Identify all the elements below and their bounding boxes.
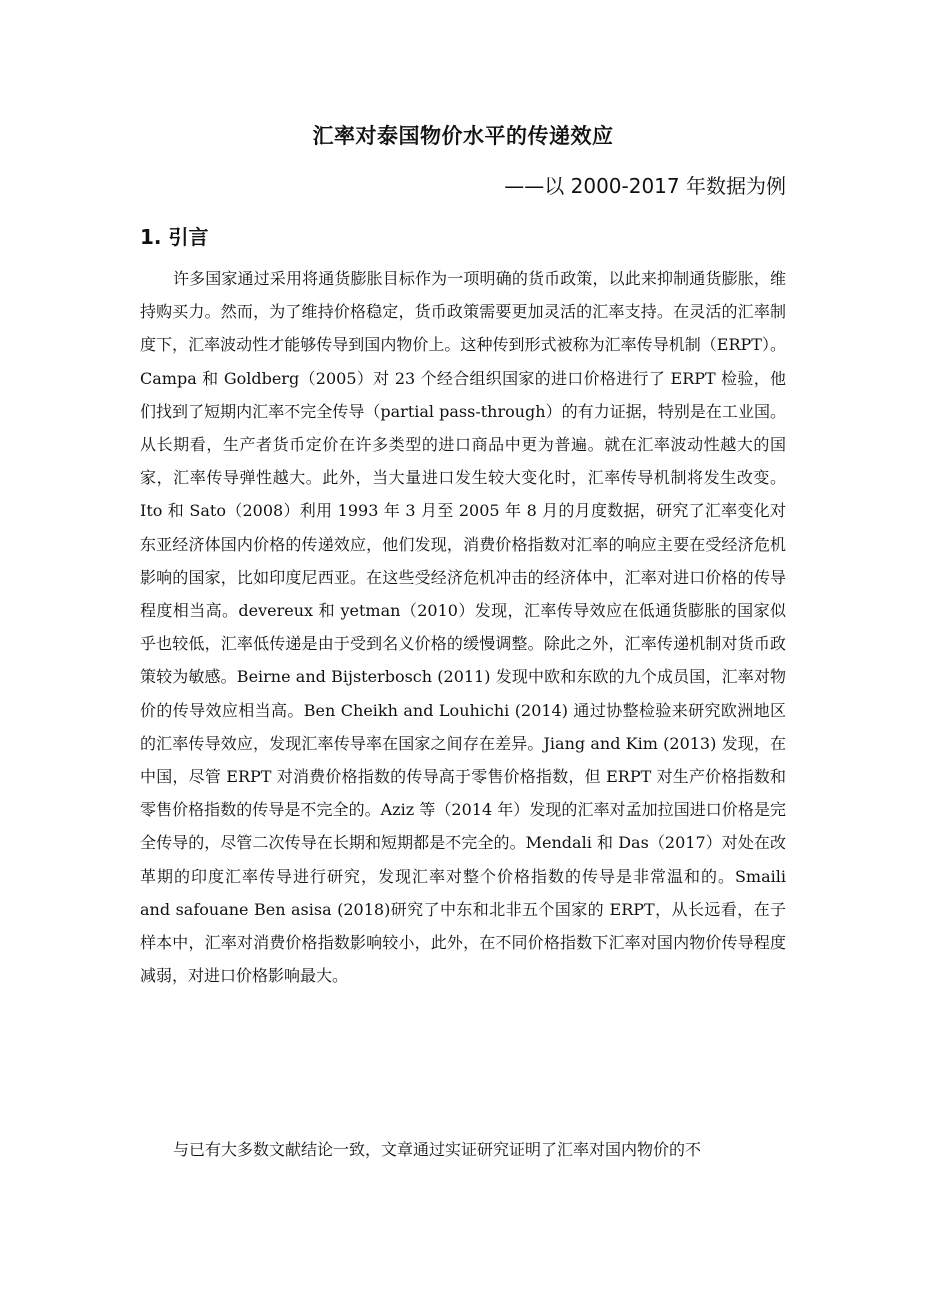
document-title: 汇率对泰国物价水平的传递效应	[312, 124, 614, 148]
introduction-paragraph-1: 许多国家通过采用将通货膨胀目标作为一项明确的货币政策，以此来抑制通货膨胀，维持购买力。然而，为了维持价格稳定，货币政策需要更加灵活的汇率支持。在灵活的汇率制度下，汇率波动性才能够传导到国内物价上。这种传到形式被称为汇率传导机制（ERPT）。Campa 和 Goldberg（2005）对 23 个经合组织国家的进口价格进行了 ERPT 检验，他们找到了短期内汇率不完全传导（partial pass-through）的有力证据，特别是在工业国。从长期看，生产者货币定价在许多类型的进口商品中更为普遍。就在汇率波动性越大的国家，汇率传导弹性越大。此外，当大量进口发生较大变化时，汇率传导机制将发生改变。Ito 和 Sato（2008）利用 1993 年 3 月至 2005 年 8 月的月度数据，研究了汇率变化对东亚经济体国内价格的传递效应，他们发现，消费价格指数对汇率的响应主要在受经济危机影响的国家，比如印度尼西亚。在这些受经济危机冲击的经济体中，汇率对进口价格的传导程度相当高。devereux 和 yetman（2010）发现，汇率传导效应在低通货膨胀的国家似乎也较低，汇率低传递是由于受到名义价格的缓慢调整。除此之外，汇率传递机制对货币政策较为敏感。Beirne and Bijsterbosch (2011) 发现中欧和东欧的九个成员国，汇率对物价的传导效应相当高。Ben Cheikh and Louhichi (2014) 通过协整检验来研究欧洲地区的汇率传导效应，发现汇率传导率在国家之间存在差异。Jiang and Kim (2013) 发现，在中国，尽管 ERPT 对消费价格指数的传导高于零售价格指数，但 ERPT 对生产价格指数和零售价格指数的传导是不完全的。Aziz 等（2014 年）发现的汇率对孟加拉国进口价格是完全传导的，尽管二次传导在长期和短期都是不完全的。Mendali 和 Das（2017）对处在改革期的印度汇率传导进行研究，发现汇率对整个价格指数的传导是非常温和的。Smaili and safouane Ben asisa (2018)研究了中东和北非五个国家的 ERPT，从长远看，在子样本中，汇率对消费价格指数影响较小，此外，在不同价格指数下汇率对国内物价传导程度减弱，对进口价格影响最大。	[140, 269, 786, 986]
introduction-paragraph-2: 与已有大多数文献结论一致，文章通过实证研究证明了汇率对国内物价的不	[173, 1140, 702, 1159]
section-heading-introduction: 1. 引言	[140, 225, 209, 249]
document-subtitle: ——以 2000-2017 年数据为例	[504, 174, 786, 198]
